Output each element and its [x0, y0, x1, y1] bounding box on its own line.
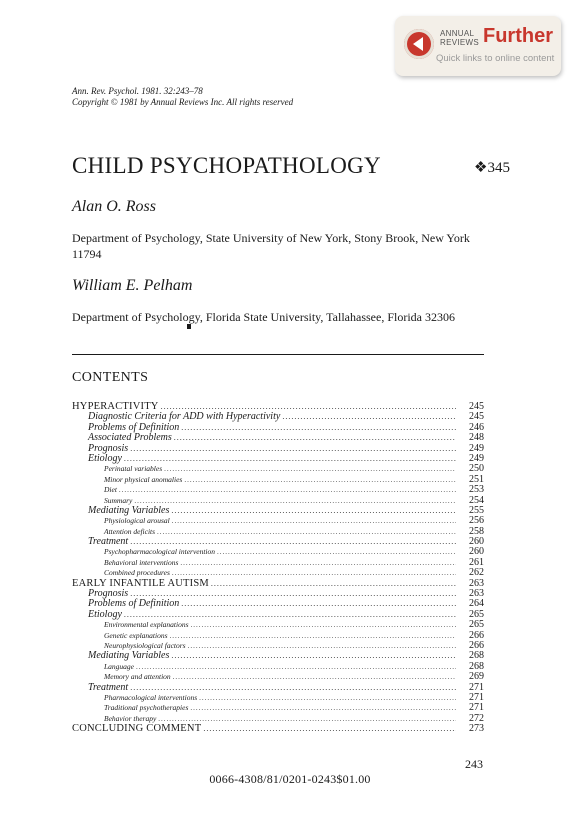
- dot-leader: [130, 537, 456, 547]
- toc-entry-page: 260: [469, 546, 484, 558]
- dot-leader: [124, 610, 456, 620]
- toc-entry-label: Attention deficits: [104, 526, 156, 536]
- toc-entry-label: Genetic explanations: [104, 630, 168, 640]
- contents-heading: CONTENTS: [72, 370, 149, 385]
- toc-entry-page: 269: [469, 671, 484, 683]
- toc-entry-page: 249: [469, 452, 484, 464]
- toc-entry-label: Mediating Variables: [88, 504, 170, 516]
- dot-leader: [211, 579, 456, 589]
- toc-entry-label: Physiological arousal: [104, 516, 170, 526]
- toc-entry-label: Pharmacological interventions: [104, 692, 198, 702]
- dot-leader: [130, 589, 456, 599]
- toc-entry-page: 268: [469, 660, 484, 672]
- toc-entry[interactable]: [72, 672, 484, 682]
- toc-entry-label: Psychopharmacological intervention: [104, 547, 216, 557]
- toc-entry[interactable]: [72, 579, 484, 589]
- dot-leader: [217, 547, 456, 557]
- toc-entry[interactable]: [72, 537, 484, 547]
- toc-entry-label: Perinatal variables: [104, 464, 163, 474]
- dot-leader: [180, 558, 456, 568]
- dot-leader: [134, 496, 456, 506]
- toc-entry-page: 256: [469, 515, 484, 527]
- toc-entry[interactable]: [72, 662, 484, 672]
- dot-leader: [164, 464, 456, 474]
- toc-entry-label: Combined procedures: [104, 568, 170, 578]
- dot-leader: [172, 516, 456, 526]
- toc-entry-page: 263: [469, 588, 484, 600]
- toc-entry-page: 271: [469, 702, 484, 714]
- toc-entry-label: Environmental explanations: [104, 620, 189, 630]
- toc-entry-page: 255: [469, 504, 484, 516]
- toc-entry[interactable]: [72, 454, 484, 464]
- further-badge[interactable]: [395, 16, 561, 76]
- toc-entry-page: 264: [469, 598, 484, 610]
- quick-links-label: Quick links to online content: [436, 53, 555, 64]
- toc-entry-page: 263: [469, 577, 484, 589]
- toc-entry[interactable]: [72, 610, 484, 620]
- toc-entry-label: Neurophysiological factors: [104, 640, 186, 650]
- toc-entry-page: 262: [469, 567, 484, 579]
- toc-entry[interactable]: [72, 464, 484, 474]
- toc-entry-label: Mediating Variables: [88, 650, 170, 662]
- toc-entry-page: 254: [469, 494, 484, 506]
- toc-entry[interactable]: [72, 444, 484, 454]
- dot-leader: [130, 444, 456, 454]
- toc-entry-page: 248: [469, 432, 484, 444]
- toc-entry-label: Treatment: [88, 536, 129, 548]
- page-marker: ❖345: [474, 160, 510, 176]
- page-number: 243: [465, 757, 483, 771]
- divider: [72, 354, 484, 355]
- toc-entry[interactable]: [72, 724, 484, 734]
- toc-entry-label: Language: [104, 661, 134, 671]
- dot-leader: [171, 651, 456, 661]
- toc-entry[interactable]: [72, 693, 484, 703]
- author-name: Alan O. Ross: [72, 198, 156, 215]
- toc-entry-label: Etiology: [88, 452, 122, 464]
- toc-entry[interactable]: [72, 475, 484, 485]
- toc-entry-page: 266: [469, 629, 484, 641]
- dot-leader: [184, 475, 456, 485]
- dot-leader: [181, 599, 456, 609]
- copyright-line: Copyright © 1981 by Annual Reviews Inc. All rights reserved: [72, 97, 294, 107]
- further-arrow-icon: [404, 29, 434, 59]
- dot-leader: [203, 724, 456, 734]
- toc-entry-page: 258: [469, 525, 484, 537]
- dot-leader: [282, 412, 456, 422]
- article-title: CHILD PSYCHOPATHOLOGY: [72, 153, 381, 178]
- toc-entry-label: Minor physical anomalies: [104, 474, 183, 484]
- toc-entry-page: 249: [469, 442, 484, 454]
- dot-leader: [191, 620, 457, 630]
- toc-entry-label: HYPERACTIVITY: [72, 401, 159, 412]
- toc-entry-label: Problems of Definition: [88, 421, 180, 433]
- toc-entry-page: 266: [469, 639, 484, 651]
- table-of-contents: [72, 402, 484, 735]
- toc-entry[interactable]: [72, 683, 484, 693]
- toc-entry-label: EARLY INFANTILE AUTISM: [72, 577, 209, 589]
- toc-entry-label: Traditional psychotherapies: [104, 703, 189, 713]
- dot-leader: [174, 433, 456, 443]
- toc-entry-label: Summary: [104, 495, 133, 505]
- toc-entry[interactable]: [72, 547, 484, 557]
- toc-entry-label: Etiology: [88, 608, 122, 620]
- toc-entry-page: 260: [469, 536, 484, 548]
- author-name: William E. Pelham: [72, 277, 193, 294]
- toc-entry-label: Prognosis: [88, 588, 129, 600]
- toc-entry-label: Problems of Definition: [88, 598, 180, 610]
- toc-entry-page: 272: [469, 712, 484, 724]
- toc-entry-label: Associated Problems: [88, 432, 172, 444]
- toc-entry-label: Behavioral interventions: [104, 557, 179, 567]
- dot-leader: [158, 714, 456, 724]
- dot-leader: [172, 568, 456, 578]
- dot-leader: [136, 662, 456, 672]
- toc-entry-label: CONCLUDING COMMENT: [72, 723, 202, 735]
- citation-line: Ann. Rev. Psychol. 1981. 32:243–78: [72, 86, 203, 96]
- toc-entry-page: 265: [469, 619, 484, 631]
- toc-entry[interactable]: [72, 599, 484, 609]
- further-label: Further: [483, 25, 553, 47]
- print-mark: [187, 324, 191, 329]
- toc-entry-label: Diagnostic Criteria for ADD with Hyperactivity: [88, 411, 281, 423]
- toc-entry-label: Memory and attention: [104, 672, 171, 682]
- toc-entry[interactable]: [72, 516, 484, 526]
- dot-leader: [119, 485, 456, 495]
- toc-entry[interactable]: [72, 651, 484, 661]
- toc-entry-page: 271: [469, 691, 484, 703]
- toc-entry-label: Treatment: [88, 681, 129, 693]
- dot-leader: [171, 506, 456, 516]
- dot-leader: [181, 423, 456, 433]
- dot-leader: [130, 683, 456, 693]
- dot-leader: [190, 703, 456, 713]
- toc-entry[interactable]: [72, 433, 484, 443]
- author-affiliation: Department of Psychology, Florida State University, Tallahassee, Florida 32306: [72, 310, 455, 324]
- issn-code: 0066-4308/81/0201-0243$01.00: [209, 772, 371, 786]
- toc-entry[interactable]: [72, 527, 484, 537]
- toc-entry-page: 253: [469, 484, 484, 496]
- dot-leader: [124, 454, 456, 464]
- toc-entry[interactable]: [72, 558, 484, 568]
- toc-entry[interactable]: [72, 703, 484, 713]
- dot-leader: [188, 641, 456, 651]
- toc-entry[interactable]: [72, 631, 484, 641]
- toc-entry-page: 250: [469, 463, 484, 475]
- toc-entry[interactable]: [72, 485, 484, 495]
- toc-entry-page: 245: [469, 411, 484, 423]
- annual-reviews-logo-text: ANNUAL REVIEWS: [440, 29, 479, 47]
- dot-leader: [157, 527, 456, 537]
- toc-entry-page: 245: [469, 401, 484, 412]
- toc-entry[interactable]: [72, 506, 484, 516]
- toc-entry-label: Behavior therapy: [104, 713, 157, 723]
- toc-entry-page: 251: [469, 473, 484, 485]
- toc-entry-page: 268: [469, 650, 484, 662]
- dot-leader: [170, 631, 456, 641]
- toc-entry-page: 271: [469, 681, 484, 693]
- toc-entry-page: 246: [469, 421, 484, 433]
- toc-entry[interactable]: [72, 620, 484, 630]
- author-affiliation: Department of Psychology, State University of New York, Stony Brook, New York 11794: [72, 231, 470, 261]
- toc-entry-label: Diet: [104, 485, 117, 495]
- dot-leader: [173, 672, 456, 682]
- toc-entry-page: 265: [469, 608, 484, 620]
- dot-leader: [199, 693, 456, 703]
- toc-entry-label: Prognosis: [88, 442, 129, 454]
- toc-entry-page: 261: [469, 556, 484, 568]
- toc-entry-page: 273: [469, 723, 484, 735]
